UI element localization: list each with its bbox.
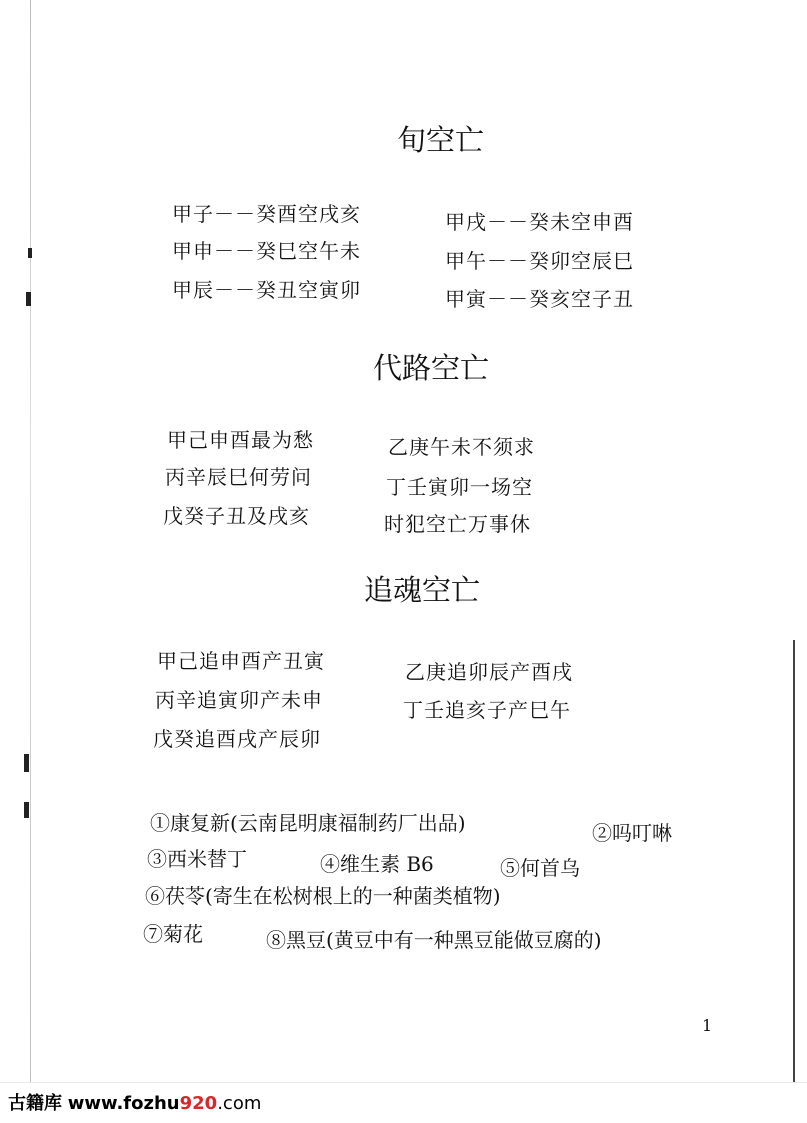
- footnote: ⑥茯苓(寄生在松树根上的一种菌类植物): [145, 884, 501, 908]
- watermark-bar: [0, 1082, 807, 1123]
- verse-line: 甲午－－癸卯空辰巳: [445, 249, 634, 273]
- verse-line: 丁壬寅卯一场空: [386, 475, 533, 499]
- verse-line: 丙辛追寅卯产未申: [155, 688, 323, 712]
- verse-line: 甲己申酉最为愁: [167, 428, 314, 452]
- watermark-url-part: .com: [217, 1093, 262, 1114]
- scan-speck: [24, 802, 29, 818]
- verse-line: 戊癸追酉戌产辰卯: [153, 727, 321, 751]
- verse-line: 甲辰－－癸丑空寅卯: [172, 278, 361, 302]
- section-title-xun-kong-wang: 旬空亡: [397, 123, 485, 157]
- footnote: ③西米替丁: [147, 847, 247, 871]
- section-title-dai-lu-kong-wang: 代路空亡: [373, 351, 490, 385]
- watermark-url-part: 920: [179, 1093, 218, 1114]
- verse-line: 甲申－－癸巳空午未: [172, 239, 361, 263]
- verse-line: 甲子－－癸酉空戌亥: [172, 202, 361, 226]
- scan-speck: [28, 248, 32, 258]
- verse-line: 甲戌－－癸未空申酉: [445, 210, 634, 234]
- footnote: ⑦菊花: [143, 922, 203, 946]
- page-left-edge: [30, 0, 31, 1122]
- verse-line: 戊癸子丑及戌亥: [163, 504, 310, 528]
- section-title-zhui-hun-kong-wang: 追魂空亡: [364, 573, 481, 607]
- footnote: ②吗叮啉: [592, 821, 672, 845]
- verse-line: 甲寅－－癸亥空子丑: [445, 287, 634, 311]
- footnote: ④维生素 B6: [320, 852, 434, 876]
- verse-line: 丁壬追亥子产巳午: [403, 698, 571, 722]
- page-right-edge: [793, 640, 795, 1110]
- footnote: ⑤何首乌: [500, 856, 580, 880]
- verse-line: 丙辛辰巳何劳问: [165, 465, 312, 489]
- footnote: ①康复新(云南昆明康福制药厂出品): [150, 811, 466, 835]
- scan-speck: [24, 754, 29, 772]
- scan-speck: [26, 292, 31, 306]
- watermark-url-part: www.fozhu: [67, 1093, 180, 1114]
- watermark: [8, 1089, 261, 1115]
- verse-line: 乙庚午未不须求: [388, 435, 535, 459]
- verse-line: 乙庚追卯辰产酉戌: [405, 660, 573, 684]
- footnote: ⑧黑豆(黄豆中有一种黑豆能做豆腐的): [266, 928, 602, 952]
- watermark-brand: 古籍库: [8, 1093, 62, 1114]
- page-number: 1: [702, 1016, 713, 1035]
- verse-line: 甲己追申酉产丑寅: [157, 649, 325, 673]
- verse-line: 时犯空亡万事休: [384, 512, 531, 536]
